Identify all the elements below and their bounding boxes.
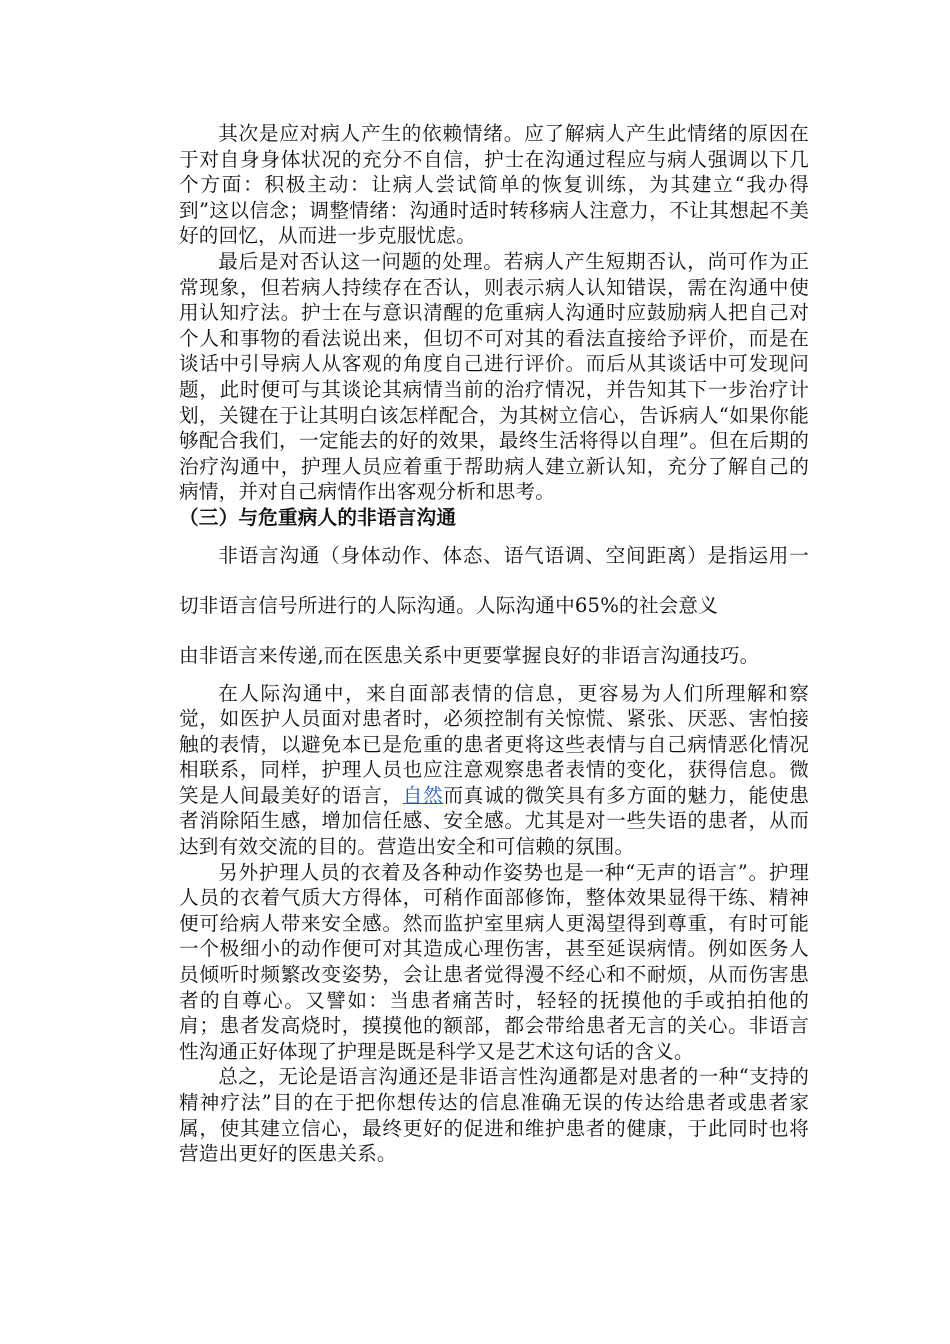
paragraph-nonverbal-intro-1: 非语言沟通（身体动作、体态、语气语调、空间距离）是指运用一切非语言信号所进行的人际沟通。人际沟通中65%的社会意义 (179, 543, 809, 617)
natural-link[interactable]: 自然 (402, 783, 444, 807)
facial-expression-text-b: 而真诚的微笑具有多方面的魅力，能使患者消除陌生感，增加信任感、安全感。尤其是对一些失语的患者，从而达到有效交流的目的。营造出安全和可信赖的氛围。 (179, 783, 810, 859)
paragraph-appearance-gesture: 另外护理人员的衣着及各种动作姿势也是一种“无声的语言”。护理人员的衣着气质大方得体，可稍作面部修饰，整体效果显得干练、精神便可给病人带来安全感。然而监护室里病人更渴望得到尊重，有时可能一个极细小的动作便可对其造成心理伤害，甚至延误病情。例如医务人员倾听时频繁改变姿势，会让患者觉得漫不经心和不耐烦，从而伤害患者的自尊心。又譬如：当患者痛苦时，轻轻的抚摸他的手或拍拍他的肩；患者发高烧时，摸摸他的额部，都会带给患者无言的关心。非语言性沟通正好体现了护理是既是科学又是艺术这句话的含义。 (179, 860, 809, 1063)
section-heading: （三）与危重病人的非语言沟通 (179, 505, 457, 529)
paragraph-nonverbal-intro-2-text: 由非语言来传递,而在医患关系中更要掌握良好的非语言沟通技巧。 (179, 643, 760, 667)
paragraph-facial-expression (179, 681, 809, 860)
paragraph-conclusion: 总之，无论是语言沟通还是非语言性沟通都是对患者的一种“支持的精神疗法”目的在于把你想传达的信息准确无误的传达给患者或患者家属，使其建立信心，最终更好的促进和维护患者的健康，于此同时也将营造出更好的医患关系。 (179, 1065, 809, 1166)
document-body (179, 121, 809, 1167)
paragraph-nonverbal-intro-2 (179, 631, 809, 681)
paragraph-denial: 最后是对否认这一问题的处理。若病人产生短期否认，尚可作为正常现象，但若病人持续存在否认，则表示病人认知错误，需在沟通中使用认知疗法。护士在与意识清醒的危重病人沟通时应鼓励病人把自己对个人和事物的看法说出来，但切不可对其的看法直接给予评价，而是在谈话中引导病人从客观的角度自己进行评价。而后从其谈话中可发现问题，此时便可与其谈论其病情当前的治疗情况，并告知其下一步治疗计划，关键在于让其明白该怎样配合，为其树立信心，告诉病人“如果你能够配合我们，一定能去的好的效果，最终生活将得以自理”。但在后期的治疗沟通中，护理人员应着重于帮助病人建立新认知，充分了解自己的病情，并对自己病情作出客观分析和思考。 (179, 249, 809, 504)
paragraph-dependence: 其次是应对病人产生的依赖情绪。应了解病人产生此情绪的原因在于对自身身体状况的充分不自信，护士在沟通过程应与病人强调以下几个方面：积极主动：让病人尝试简单的恢复训练，为其建立“我办得到”这以信念；调整情绪：沟通时适时转移病人注意力，不让其想起不美好的回忆，从而进一步克服忧虑。 (179, 122, 809, 248)
facial-expression-text-a: 在人际沟通中，来自面部表情的信息，更容易为人们所理解和察觉，如医护人员面对患者时，必须控制有关惊慌、紧张、厌恶、害怕接触的表情，以避免本已是危重的患者更将这些表情与自己病情恶化情况相联系，同样，护理人员也应注意观察患者表情的变化，获得信息。微笑是人间最美好的语言， (179, 681, 809, 807)
